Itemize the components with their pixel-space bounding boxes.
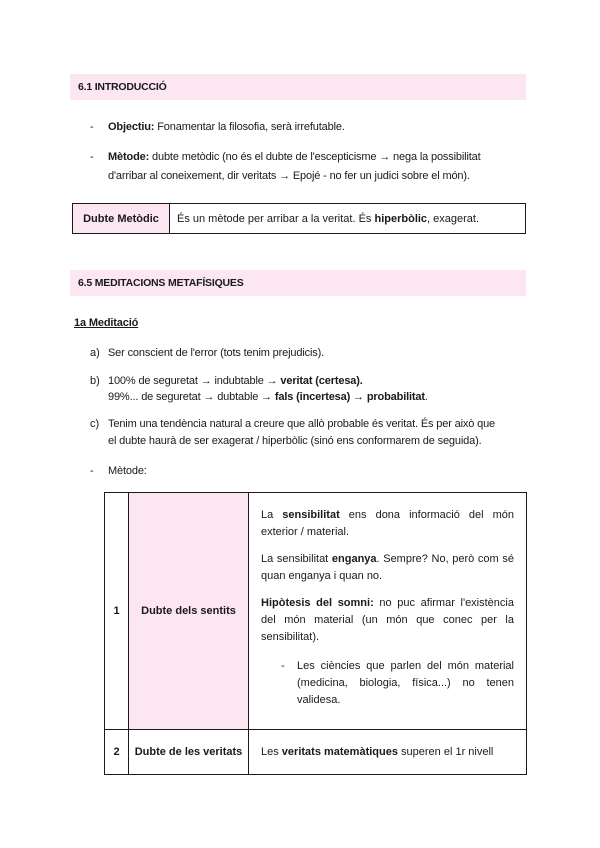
item-metode: Mètode:	[108, 465, 147, 477]
bullet-objectiu	[108, 121, 345, 133]
bullet-text: Fonamentar la filosofia, serà irrefutable.	[154, 121, 345, 133]
item-marker: b)	[90, 375, 100, 387]
row-paragraph: Les veritats matemàtiques superen el 1r nivell	[261, 745, 494, 758]
item-c-line2: el dubte haurà de ser exagerat / hiperbòlic (sinó ens conformarem de seguida).	[108, 435, 482, 447]
table-row	[105, 730, 526, 774]
bullet-label: Objectiu:	[108, 121, 155, 133]
item-a: Ser conscient de l'error (tots tenim prejudicis).	[108, 347, 325, 359]
item-marker: -	[90, 465, 94, 477]
definition-table	[72, 203, 526, 234]
item-marker: c)	[90, 418, 100, 430]
row-paragraph: La sensibilitat ens dona informació del món exterior / material.	[261, 509, 514, 538]
row-label: Dubte dels sentits	[128, 493, 249, 729]
bullet-marker: -	[90, 151, 94, 163]
sub-marker: -	[281, 660, 285, 672]
row-number: 1	[113, 605, 120, 617]
section-heading-meditacions: 6.5 MEDITACIONS METAFÍSIQUES	[70, 270, 526, 296]
sub-item: Les ciències que parlen del món material (medicina, biologia, física...) no tenen validesa.	[297, 660, 514, 706]
bullet-text: dubte metòdic (no és el dubte de l'escepticisme → nega la possibilitat	[149, 151, 481, 163]
row-label: Dubte de les veritats	[128, 730, 249, 774]
row-content	[249, 730, 526, 774]
definition-text-part: , exagerat.	[427, 212, 480, 225]
item-text: →	[350, 391, 367, 403]
bullet-metode-continuation: d'arribar al coneixement, dir veritats → Epojé - no fer un judici sobre el món).	[108, 170, 470, 182]
definition-bold: hiperbòlic	[374, 212, 428, 225]
item-text: 100% de seguretat → indubtable →	[108, 375, 281, 387]
meditation-table	[104, 492, 527, 775]
subheading-primera-meditacio: 1a Meditació	[74, 317, 139, 329]
row-sublist	[261, 658, 514, 709]
bullet-marker: -	[90, 121, 94, 133]
bullet-metode	[108, 151, 481, 163]
row-paragraph: Hipòtesis del somni: no puc afirmar l'existència del món material (un món que conec per la sensibilitat).	[261, 597, 514, 643]
table-row	[105, 493, 526, 730]
definition-term: Dubte Metòdic	[73, 204, 170, 233]
item-b-line2	[108, 391, 428, 403]
definition-text	[170, 204, 525, 233]
item-bold: fals (incertesa)	[274, 391, 351, 403]
item-bold: veritat (certesa).	[280, 375, 363, 387]
row-content	[249, 493, 526, 729]
item-bold: probabilitat	[366, 391, 425, 403]
section-heading-introduccio: 6.1 INTRODUCCIÓ	[70, 74, 526, 100]
definition-text-part: És un mètode per arribar a la veritat. És	[177, 212, 375, 225]
item-text: .	[424, 391, 428, 403]
row-paragraph: La sensibilitat enganya. Sempre? No, però com sé quan enganya i quan no.	[261, 553, 514, 582]
row-number: 2	[113, 746, 120, 758]
item-marker: a)	[90, 347, 100, 359]
bullet-label: Mètode:	[108, 151, 150, 163]
item-b-line1	[108, 375, 363, 387]
item-c-line1: Tenim una tendència natural a creure que allò probable és veritat. És per això que	[108, 418, 496, 430]
item-text: 99%... de seguretat → dubtable →	[108, 391, 275, 403]
